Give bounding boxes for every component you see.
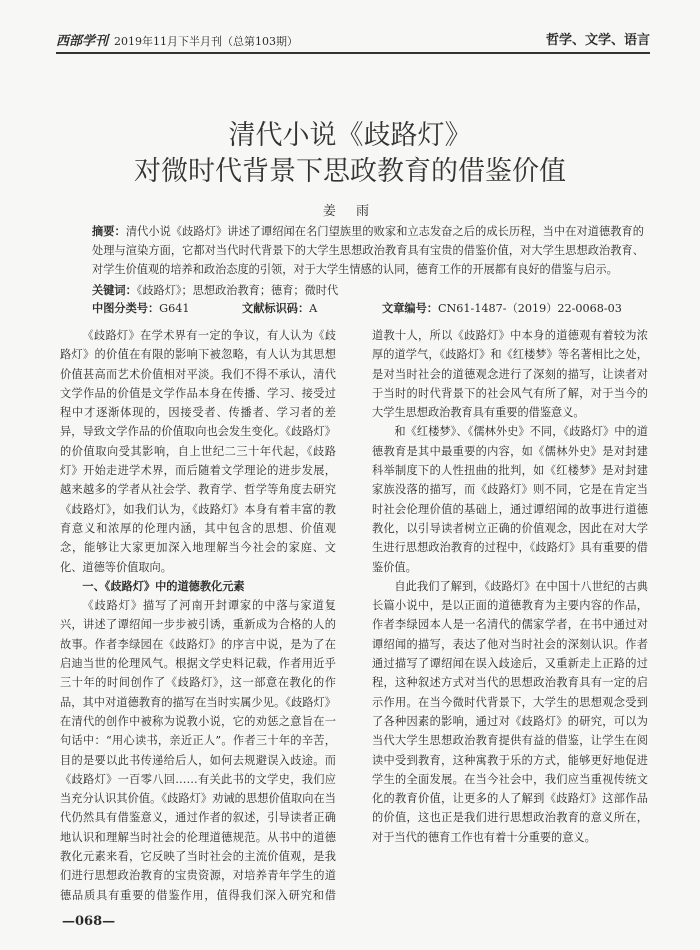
title-line-2: 对微时代背景下思政教育的借鉴价值	[134, 156, 566, 187]
running-header	[56, 28, 650, 50]
section-heading: 一、《歧路灯》中的道德教化元素	[82, 578, 245, 593]
page-number: —068—	[62, 914, 116, 929]
abstract	[92, 222, 644, 279]
body-column-left	[60, 326, 336, 906]
journal-info	[56, 30, 298, 49]
title-line-1: 清代小说《歧路灯》	[228, 120, 472, 151]
paragraph: 自此我们了解到，《歧路灯》在中国十八世纪的古典长篇小说中，是以正面的道德教育为主要内容的作品，作者李绿园本人是一名清代的儒家学者，在书中通过对谭绍闻的描写，表达了他对当时社会的深刻认识。作者通过描写了谭绍闻在误入歧途后，又重新走上正路的过程，这种叙述方式对当代的思想政治教育具有一定的启示作用。在当今微时代背景下，大学生的思想观念受到了各种因素的影响，通过对《歧路灯》的研究，可以为当代大学生思想政治教育提供有益的借鉴，让学生在阅读中受到教育，这种寓教于乐的方式，能够更好地促进学生的全面发展。在当今社会中，我们应当重视传统文化的教育价值，让更多的人了解到《歧路灯》这部作品的价值，这也正是我们进行思想政治教育的意义所在，对于当代的德育工作也有着十分重要的意义。	[372, 579, 648, 844]
paragraph: 道教十人，所以《歧路灯》中本身的道德观有着较为浓厚的道学气，《歧路灯》和《红楼梦》等名著相比之处，是对当时社会的道德观念进行了深刻的描写，让读者对于当时的时代背景下的社会风气有所了解，对于当今的大学生思想政治教育具有重要的借鉴意义。	[372, 329, 648, 420]
paragraph: 《歧路灯》描写了河南开封谭家的中落与家道复兴，讲述了谭绍闻一步步被引诱，重新成为合格的人的故事。作者李绿园在《歧路灯》的序言中说，是为了在启迪当世的伦理风气。根据文学史料记载，作者用近乎三十年的时间创作了《歧路灯》，这一部意在教化的作品，其中对道德教育的描写在当时实属少见。《歧路灯》在清代的创作中被称为说教小说，它的劝惩之意旨在一句话中：“用心读书，亲近正人”。作者三十年的辛苦，目的是要以此书传递给后人，如何去规避误入歧途。而《歧路灯》一百零八回……有关此书的文学史，我们应当充分认识其价值。《歧路灯》劝诫的思想价值取向在当代仍然具有借鉴意义，通过作者的叙述，引导读者正确地认识和理解当时社会的伦理道德规范。从书中的道德教化元素来看，它反映了当时社会的主流价值观，是我们进行思想政治教育的宝贵资源，对培养青年学生的道德品质具有重要的借鉴作用，值得我们深入研究和借	[60, 599, 336, 902]
section-name: 哲学、文学、语言	[545, 33, 650, 48]
header-rule	[56, 52, 650, 54]
keywords-text: 《歧路灯》；思想政治教育；德育；微时代	[136, 284, 339, 297]
document-code: 文献标识码：A	[242, 301, 318, 315]
body-column-right	[372, 326, 648, 906]
keywords-label: 关键词：	[92, 283, 137, 297]
abstract-text: 清代小说《歧路灯》讲述了谭绍闻在名门望族里的败家和立志发奋之后的成长历程，当中在对道德教育的处理与渲染方面，它都对当代时代背景下的大学生思想政治教育具有宝贵的借鉴价值，对大学生思想政治教育、对学生价值观的培养和政治态度的引领，对于大学生情感的认同，德育工作的开展都有良好的借鉴与启示。	[92, 225, 644, 276]
journal-name: 西部学刊	[56, 34, 109, 49]
article-title	[0, 118, 700, 190]
journal-issue: 2019年11月下半月刊（总第103期）	[114, 35, 299, 48]
clc-number: 中图分类号：G641	[92, 301, 190, 315]
keywords	[92, 282, 644, 298]
abstract-label: 摘要：	[92, 224, 126, 238]
paragraph: 和《红楼梦》、《儒林外史》不同，《歧路灯》中的道德教育是其中最重要的内容，如《儒林外史》是对封建科举制度下的人性扭曲的批判，如《红楼梦》是对封建家族没落的描写，而《歧路灯》则不同，它是在肯定当时社会伦理价值的基础上，通过谭绍闻的故事进行道德教化，以引导读者树立正确的价值观念，因此在对大学生进行思想政治教育的过程中，《歧路灯》具有重要的借鉴价值。	[372, 425, 648, 574]
article-number: 文章编号：CN61-1487-（2019）22-0068-03	[382, 301, 622, 315]
author-name: 姜 雨	[322, 204, 378, 219]
paragraph: 《歧路灯》在学术界有一定的争议，有人认为《歧路灯》的价值在有限的影响下被忽略，有人认为其思想价值甚高而艺术价值相对平淡。我们不得不承认，清代文学作品的价值是文学作品本身在传播、学习、接受过程中才逐渐体现的，因接受者、传播者、学习者的差异，导致文学作品的价值取向也会发生变化。《歧路灯》的价值取向受其影响，自上世纪二三十年代起，《歧路灯》开始走进学术界，而后随着文学理论的进步发展，越来越多的学者从社会学、教育学、哲学等角度去研究《歧路灯》，如我们认为，《歧路灯》本身有着丰富的教育意义和浓厚的伦理内涵，其中包含的思想、价值观念，能够让大家更加深入地理解当今社会的家庭、文化、道德等价值取向。	[60, 329, 336, 574]
